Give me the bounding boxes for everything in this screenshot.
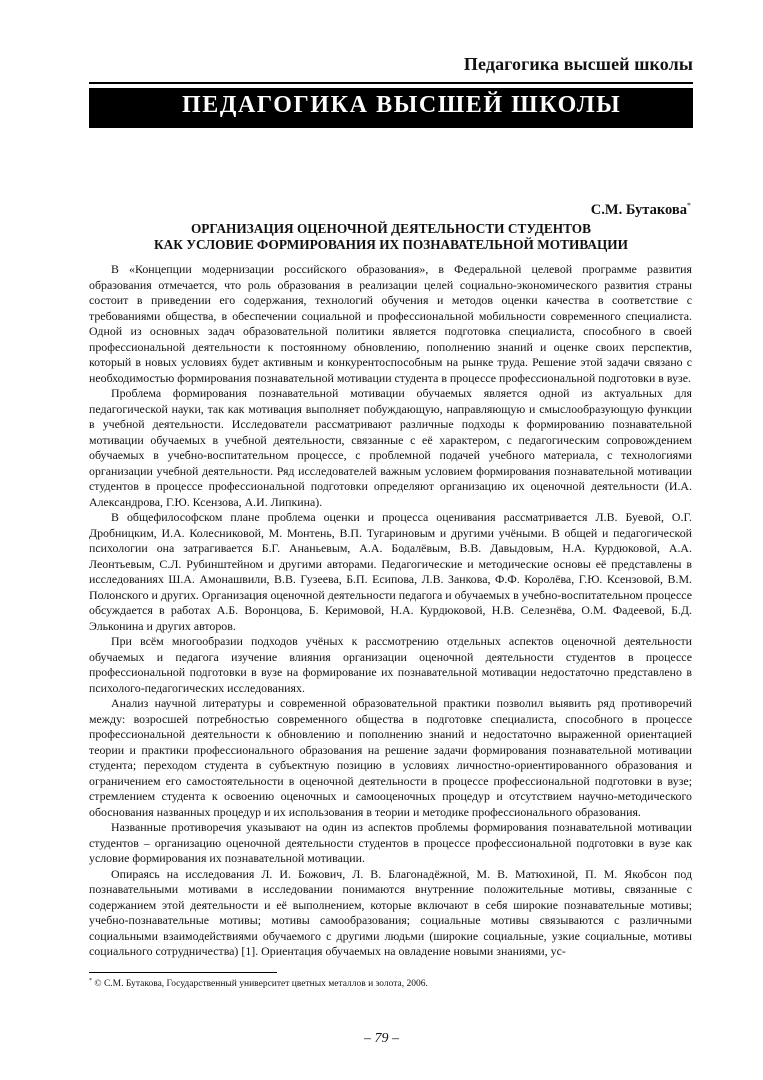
paragraph: Опираясь на исследования Л. И. Божович, Л. В. Благонадёжной, М. В. Матюхиной, П. М. Якобсон под познавательными мотивами в исследовании понимаются внутренние положительные мотивы, связанные с содержанием этой деятельности и её выполнением, которые включают в себя широкие познавательные мотивы; учебно-познавательные мотивы; мотивы самообразования; социальные мотивы связываются с различными социальными взаимодействиями обучаемого с другими людьми (широкие социальные, узкие социальные, мотивы социального сотрудничества) [1]. Ориентация обучаемых на овладение новыми знаниями, ус- [89,866,692,958]
running-head-title: Педагогика высшей школы [463,54,693,74]
author [591,201,691,219]
footnote-rule [89,972,277,973]
paragraph: В «Концепции модернизации российского образования», в Федеральной целевой программе развития образования отмечается, что роль образования в реализации целей социально-экономического развития страны состоит в приведении его содержания, технологий обучения и методов оценки качества в соответствие с требованиями общества, в обеспечении социальной и профессиональной мобильности современного специалиста. Одной из основных задач образовательной политики является подготовка специалиста, способного в своей профессиональной деятельности к постоянному обновлению, пополнению знаний и оценке своих перспектив, который в новых условиях будет активным и конкурентоспособным на рынке труда. Решение этой задачи связано с необходимостью формирования познавательной мотивации студента в процессе профессиональной подготовки в вузе. [89,262,692,385]
article-title-line-1: ОРГАНИЗАЦИЯ ОЦЕНОЧНОЙ ДЕЯТЕЛЬНОСТИ СТУДЕНТОВ [190,221,592,236]
article-body [89,262,692,960]
page-number: – 79 – [364,1031,399,1046]
paragraph: При всём многообразии подходов учёных к рассмотрению отдельных аспектов оценочной деятельности обучаемых и педагога изучение влияния организации оценочной деятельности студентов в процессе профессиональной подготовки в вузе на формирование их познавательной мотивации недостаточно представлено в психолого-педагогических исследованиях. [89,634,692,695]
paragraph: В общефилософском плане проблема оценки и процесса оценивания рассматривается Л.В. Буевой, О.Г. Дробницким, И.А. Колесниковой, М. Монтень, В.П. Тугариновым и другими учёными. В общей и педагогической психологии она затрагивается Б.Г. Ананьевым, А.А. Бодалёвым, В.В. Давыдовым, Н.А. Курдюковой, А.А. Леонтьевым, С.Л. Рубинштейном и другими авторами. Педагогические и методические основы её представлены в исследованиях Ш.А. Амонашвили, В.В. Гузеева, Б.П. Есипова, Л.В. Занкова, Ф.Ф. Королёва, Г.Ю. Ксензовой, В.М. Полонского и других. Организация оценочной деятельности педагога и обучаемых в учебно-воспитательном процессе обсуждается в работах А.Б. Воронцова, Б. Керимовой, Н.А. Курдюковой, Н.В. Селезнёва, О.М. Фадеевой, Б.Д. Эльконина и других авторов. [89,510,692,633]
paragraph: Проблема формирования познавательной мотивации обучаемых является одной из актуальных для педагогической науки, так как мотивация выполняет побуждающую, направляющую и смыслообразующую функции в учебной деятельности. Исследователи рассматривают различные подходы к формированию познавательной мотивации обучаемых в учебной деятельности, связанные с её характером, с педагогическим сопровождением обучаемых в учебно-воспитательном процессе, с проблемной подачей учебного материала, с технологиями организации учебной деятельности. Ряд исследователей важным условием формирования познавательной мотивации студентов в процессе профессиональной подготовки определяют организацию их оценочной деятельности (И.А. Александрова, Г.Ю. Ксензова, А.И. Липкина). [89,386,692,509]
author-name: С.М. Бутакова [590,201,687,218]
author-footnote-mark[interactable]: * [687,201,691,210]
section-title: ПЕДАГОГИКА ВЫСШЕЙ ШКОЛЫ [182,92,622,118]
footnote-mark: * [89,978,92,984]
header-rule [89,82,693,84]
paragraph: Анализ научной литературы и современной образовательной практики позволил выявить ряд противоречий между: возросшей потребностью современного общества в подготовке специалиста, способного в процессе профессиональной деятельности к обновлению и пополнению знаний и недостаточно выраженной ориентацией теории и практики профессионального образования на решение задачи формирования познавательной мотивации студента; переходом студента в субъектную позицию в условиях личностно-ориентированного образования и ограничением его самостоятельности в оценочной деятельности в процессе профессиональной подготовки в вузе; стремлением студента к освоению оценочных и самооценочных процедур и отсутствием научно-методического обоснования названных процедур и их использования в теории и методике профессионального образования. [89,696,692,819]
footnote [89,978,428,989]
article-title-line-2: КАК УСЛОВИЕ ФОРМИРОВАНИЯ ИХ ПОЗНАВАТЕЛЬНОЙ МОТИВАЦИИ [154,237,628,252]
paragraph: Названные противоречия указывают на один из аспектов проблемы формирования познавательной мотивации студентов – организацию оценочной деятельности студентов в процессе профессиональной подготовки в вузе как условие формирования их познавательной мотивации. [89,820,692,865]
article-title [89,221,693,253]
footnote-text: © С.М. Бутакова, Государственный университет цветных металлов и золота, 2006. [92,979,428,990]
section-banner [89,88,693,128]
